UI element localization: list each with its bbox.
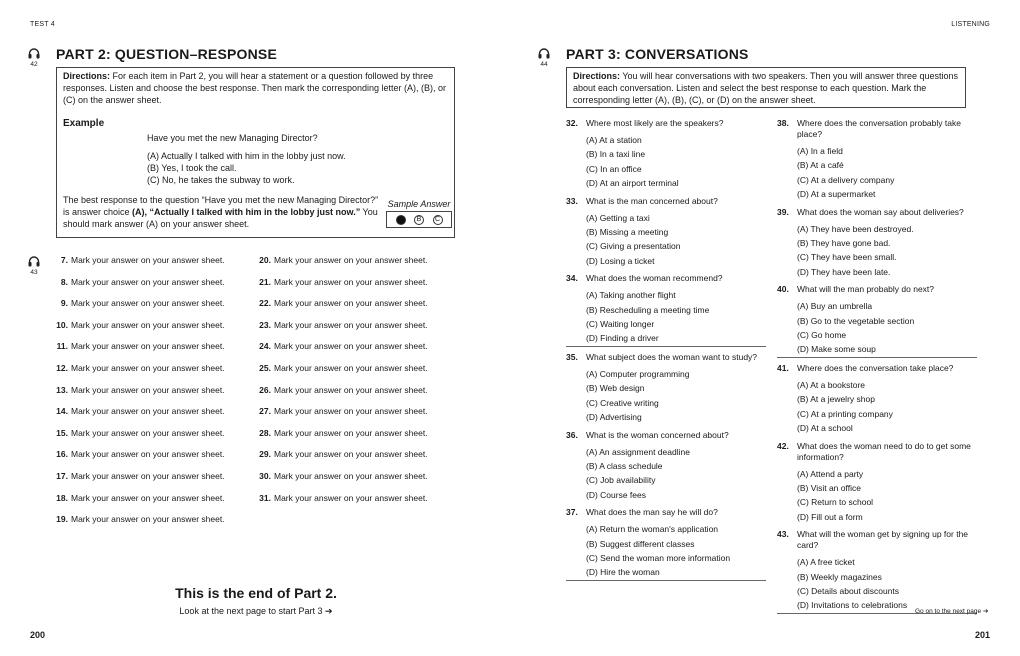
part3-directions: Directions: You will hear conversations with two speakers. Then you will answer three questions about each conversation. Listen and select the best response to each question. Mark the corresponding letter (A), (B), (C), or (D) on the answer sheet. — [573, 71, 959, 105]
answer-options — [586, 211, 766, 269]
divider-line — [566, 346, 766, 347]
answer-option: (D) At an airport terminal — [586, 178, 679, 189]
answer-item — [259, 298, 459, 320]
answer-option: (B) Suggest different classes — [586, 538, 695, 549]
question-text: Where most likely are the speakers? — [586, 118, 724, 128]
question-text: What is the man concerned about? — [586, 195, 718, 206]
question-text: What will the man probably do next? — [797, 284, 935, 295]
answer-option: (B) At a café — [797, 160, 844, 171]
answer-option: (D) Fill out a form — [797, 511, 863, 522]
question-block — [566, 196, 766, 269]
item-text: Mark your answer on your answer sheet. — [274, 341, 428, 352]
answer-option: (A) Getting a taxi — [586, 212, 650, 223]
answer-options — [797, 299, 977, 357]
answer-item — [56, 341, 256, 363]
item-number: 23. — [259, 319, 271, 330]
answer-option: (B) Weekly magazines — [797, 571, 882, 582]
question-stem — [777, 284, 977, 295]
question-number: 41. — [777, 362, 789, 373]
answer-option: (C) Return to school — [797, 497, 874, 508]
answer-option: (C) They have been small. — [797, 252, 897, 263]
answer-item — [56, 428, 256, 450]
question-number: 39. — [777, 206, 789, 217]
item-text: Mark your answer on your answer sheet. — [274, 384, 428, 395]
item-text: Mark your answer on your answer sheet. — [71, 362, 225, 373]
question-text: What is the woman concerned about? — [586, 429, 729, 440]
answer-option: (A) Attend a party — [797, 468, 864, 479]
question-number: 35. — [566, 351, 578, 362]
audio-track-43 — [24, 256, 44, 276]
question-stem — [566, 196, 766, 207]
answer-option: (D) Advertising — [586, 412, 642, 423]
question-stem — [777, 441, 977, 463]
answer-item — [56, 449, 256, 471]
answer-item — [259, 471, 459, 493]
answer-item — [56, 255, 256, 277]
sample-answer-label: Sample Answer — [387, 199, 451, 209]
answer-options — [797, 555, 977, 613]
question-text: What subject does the woman want to study? — [586, 351, 758, 362]
track-number: 43 — [30, 269, 38, 276]
track-number: 42 — [30, 61, 38, 68]
answer-item — [259, 428, 459, 450]
example-option-b: (B) Yes, I took the call. — [147, 163, 237, 173]
answer-option: (B) Web design — [586, 383, 645, 394]
go-on-note: Go on to the next page ➔ — [915, 608, 989, 615]
answer-option: (D) At a supermarket — [797, 189, 876, 200]
question-number: 37. — [566, 507, 578, 518]
answer-item — [259, 277, 459, 299]
answer-option: (A) At a bookstore — [797, 379, 866, 390]
item-number: 14. — [56, 406, 68, 417]
answer-option: (C) In an office — [586, 163, 642, 174]
item-text: Mark your answer on your answer sheet. — [274, 449, 428, 460]
example-option-c: (C) No, he takes the subway to work. — [147, 175, 295, 185]
item-number: 10. — [56, 319, 68, 330]
item-number: 31. — [259, 492, 271, 503]
question-block — [566, 430, 766, 503]
item-number: 28. — [259, 427, 271, 438]
question-text: What does the woman need to do to get some information? — [797, 440, 971, 462]
question-stem — [566, 273, 766, 284]
item-number: 9. — [60, 298, 68, 309]
answer-options — [586, 133, 766, 191]
track-number: 44 — [540, 61, 548, 68]
answer-option: (C) Send the woman more information — [586, 552, 731, 563]
answer-option: (A) A free ticket — [797, 557, 855, 568]
item-number: 11. — [56, 341, 68, 352]
question-block — [566, 352, 766, 425]
item-text: Mark your answer on your answer sheet. — [71, 492, 225, 503]
question-block — [777, 207, 977, 280]
item-number: 26. — [259, 384, 271, 395]
question-number: 43. — [777, 529, 789, 540]
item-text: Mark your answer on your answer sheet. — [274, 406, 428, 417]
item-number: 21. — [259, 276, 271, 287]
answer-options — [586, 522, 766, 580]
answer-option: (B) Missing a meeting — [586, 227, 669, 238]
answer-item — [259, 320, 459, 342]
answer-option: (A) In a field — [797, 146, 843, 156]
question-stem — [777, 529, 977, 551]
item-number: 19. — [56, 514, 68, 525]
part2-title: PART 2: QUESTION–RESPONSE — [56, 46, 278, 62]
question-text: What does the man say he will do? — [586, 507, 718, 518]
question-text: Where does the conversation take place? — [797, 362, 954, 373]
answer-option: (D) Course fees — [586, 489, 646, 500]
item-text: Mark your answer on your answer sheet. — [274, 492, 428, 503]
answer-option: (A) They have been destroyed. — [797, 223, 914, 234]
page-number-right: 201 — [974, 630, 990, 640]
audio-track-42 — [24, 48, 44, 68]
answer-item — [259, 341, 459, 363]
answer-option: (D) At a school — [797, 423, 853, 434]
question-block — [566, 273, 766, 347]
part3-directions-box — [566, 67, 966, 108]
question-number: 38. — [777, 118, 789, 128]
item-text: Mark your answer on your answer sheet. — [274, 276, 428, 287]
example-heading: Example — [63, 118, 105, 129]
answer-option: (D) They have been late. — [797, 266, 891, 277]
part2-items-right — [259, 255, 459, 514]
answer-option: (C) Details about discounts — [797, 585, 900, 596]
question-stem — [566, 118, 766, 129]
question-text: What does the woman recommend? — [586, 273, 723, 284]
answer-item — [259, 493, 459, 515]
answer-option: (A) Buy an umbrella — [797, 301, 873, 312]
item-text: Mark your answer on your answer sheet. — [274, 319, 428, 330]
answer-option: (D) Finding a driver — [586, 333, 659, 344]
question-stem — [566, 507, 766, 518]
answer-item — [259, 255, 459, 277]
part3-questions-left — [566, 118, 766, 586]
answer-option: (D) Hire the woman — [586, 567, 660, 578]
answer-option: (C) Waiting longer — [586, 319, 655, 330]
answer-option: (C) Creative writing — [586, 397, 659, 408]
item-number: 22. — [259, 298, 271, 309]
item-text: Mark your answer on your answer sheet. — [274, 298, 428, 309]
answer-option: (B) In a taxi line — [586, 149, 646, 160]
answer-option: (B) Rescheduling a meeting time — [586, 304, 710, 315]
answer-option: (B) Visit an office — [797, 482, 861, 493]
part2-directions: Directions: For each item in Part 2, you will hear a statement or a question followed by three responses. Listen and choose the best response. Then mark the corresponding letter (A), (B), or (C) on the answer sheet. — [63, 71, 447, 105]
answer-item — [259, 363, 459, 385]
divider-line — [566, 580, 766, 581]
item-text: Mark your answer on your answer sheet. — [274, 470, 428, 481]
item-text: Mark your answer on your answer sheet. — [71, 449, 225, 460]
answer-item — [56, 320, 256, 342]
item-text: Mark your answer on your answer sheet. — [71, 384, 225, 395]
headphones-icon — [28, 256, 40, 267]
answer-option: (B) A class schedule — [586, 460, 663, 471]
part3-questions-right — [777, 118, 977, 619]
answer-option: (A) Taking another flight — [586, 290, 676, 301]
bubble-c: C — [433, 215, 443, 225]
item-text: Mark your answer on your answer sheet. — [71, 470, 225, 481]
item-number: 8. — [60, 276, 68, 287]
answer-item — [56, 406, 256, 428]
answer-options — [797, 144, 977, 202]
headphones-icon — [28, 48, 40, 59]
question-block — [777, 284, 977, 358]
item-text: Mark your answer on your answer sheet. — [71, 406, 225, 417]
answer-item — [56, 277, 256, 299]
audio-track-44 — [534, 48, 554, 68]
item-text: Mark your answer on your answer sheet. — [71, 427, 225, 438]
question-number: 34. — [566, 273, 578, 284]
question-text: What does the woman say about deliveries? — [797, 206, 964, 217]
question-block — [777, 441, 977, 525]
sample-answer-bubbles — [386, 211, 452, 228]
answer-options — [586, 445, 766, 503]
item-number: 27. — [259, 406, 271, 417]
answer-item — [259, 385, 459, 407]
question-number: 42. — [777, 440, 789, 451]
divider-line — [777, 357, 977, 358]
question-block — [566, 118, 766, 191]
item-text: Mark your answer on your answer sheet. — [71, 341, 225, 352]
question-block — [777, 529, 977, 614]
question-number: 36. — [566, 429, 578, 440]
example-option-a: (A) Actually I talked with him in the lobby just now. — [147, 151, 346, 161]
item-text: Mark your answer on your answer sheet. — [71, 514, 225, 525]
answer-option: (A) Return the woman's application — [586, 524, 719, 535]
answer-option: (C) Job availability — [586, 475, 656, 486]
question-block — [566, 507, 766, 581]
answer-options — [797, 467, 977, 525]
question-text: What will the woman get by signing up for the card? — [797, 529, 969, 551]
question-number: 40. — [777, 284, 789, 295]
answer-option: (A) An assignment deadline — [586, 446, 690, 457]
item-number: 12. — [56, 362, 68, 373]
answer-option: (C) Go home — [797, 330, 847, 341]
part2-end-title: This is the end of Part 2. — [175, 585, 337, 601]
question-stem — [777, 207, 977, 218]
item-number: 25. — [259, 362, 271, 373]
item-number: 7. — [60, 255, 68, 265]
sample-answer — [386, 198, 452, 228]
running-header-left: TEST 4 — [30, 21, 55, 28]
answer-option: (A) At a station — [586, 135, 642, 145]
answer-option: (B) At a jewelry shop — [797, 394, 875, 405]
question-number: 32. — [566, 118, 578, 128]
answer-option: (D) Invitations to celebrations — [797, 600, 908, 611]
item-text: Mark your answer on your answer sheet. — [274, 427, 428, 438]
part2-directions-box — [56, 67, 455, 238]
item-number: 16. — [56, 449, 68, 460]
part3-title: PART 3: CONVERSATIONS — [566, 46, 749, 62]
item-number: 15. — [56, 427, 68, 438]
running-header-right: LISTENING — [951, 21, 990, 28]
answer-item — [56, 514, 256, 536]
question-stem — [566, 352, 766, 363]
item-number: 20. — [259, 255, 271, 265]
example-question: Have you met the new Managing Director? — [147, 133, 318, 143]
question-number: 33. — [566, 195, 578, 206]
item-number: 29. — [259, 449, 271, 460]
answer-item — [259, 406, 459, 428]
answer-options — [586, 288, 766, 346]
item-number: 17. — [56, 470, 68, 481]
item-number: 18. — [56, 492, 68, 503]
example-options — [147, 150, 448, 186]
answer-option: (D) Losing a ticket — [586, 255, 655, 266]
answer-options — [797, 222, 977, 280]
item-text: Mark your answer on your answer sheet. — [274, 255, 428, 265]
headphones-icon — [538, 48, 550, 59]
bubble-b: B — [414, 215, 424, 225]
question-stem — [777, 118, 977, 140]
question-text: Where does the conversation probably take place? — [797, 118, 961, 139]
page-number-left: 200 — [30, 630, 46, 640]
item-text: Mark your answer on your answer sheet. — [71, 298, 225, 309]
item-text: Mark your answer on your answer sheet. — [71, 276, 225, 287]
answer-item — [56, 493, 256, 515]
item-number: 13. — [56, 384, 68, 395]
item-text: Mark your answer on your answer sheet. — [71, 319, 225, 330]
question-stem — [566, 430, 766, 441]
answer-option: (C) At a delivery company — [797, 174, 895, 185]
answer-options — [797, 378, 977, 436]
answer-option: (D) Make some soup — [797, 344, 876, 355]
answer-option: (A) Computer programming — [586, 368, 690, 379]
answer-option: (C) At a printing company — [797, 408, 893, 419]
question-stem — [777, 363, 977, 374]
bubble-a-filled — [396, 215, 406, 225]
example-explanation: The best response to the question “Have you met the new Managing Director?” is answer choice (A), “Actually I talked with him in the lobby just now.” You should mark answer (A) on your answer sheet. — [63, 195, 379, 229]
answer-item — [259, 449, 459, 471]
answer-option: (C) Giving a presentation — [586, 241, 681, 252]
answer-item — [56, 363, 256, 385]
answer-item — [56, 385, 256, 407]
answer-option: (B) Go to the vegetable section — [797, 315, 915, 326]
part2-end-instruction: Look at the next page to start Part 3 ➔ — [179, 606, 333, 616]
answer-item — [56, 471, 256, 493]
item-number: 30. — [259, 470, 271, 481]
item-text: Mark your answer on your answer sheet. — [71, 255, 225, 265]
question-block — [777, 118, 977, 202]
question-block — [777, 363, 977, 436]
answer-option: (B) They have gone bad. — [797, 238, 891, 249]
part2-items-left — [56, 255, 256, 536]
item-number: 24. — [259, 341, 271, 352]
answer-item — [56, 298, 256, 320]
answer-options — [586, 367, 766, 425]
item-text: Mark your answer on your answer sheet. — [274, 362, 428, 373]
